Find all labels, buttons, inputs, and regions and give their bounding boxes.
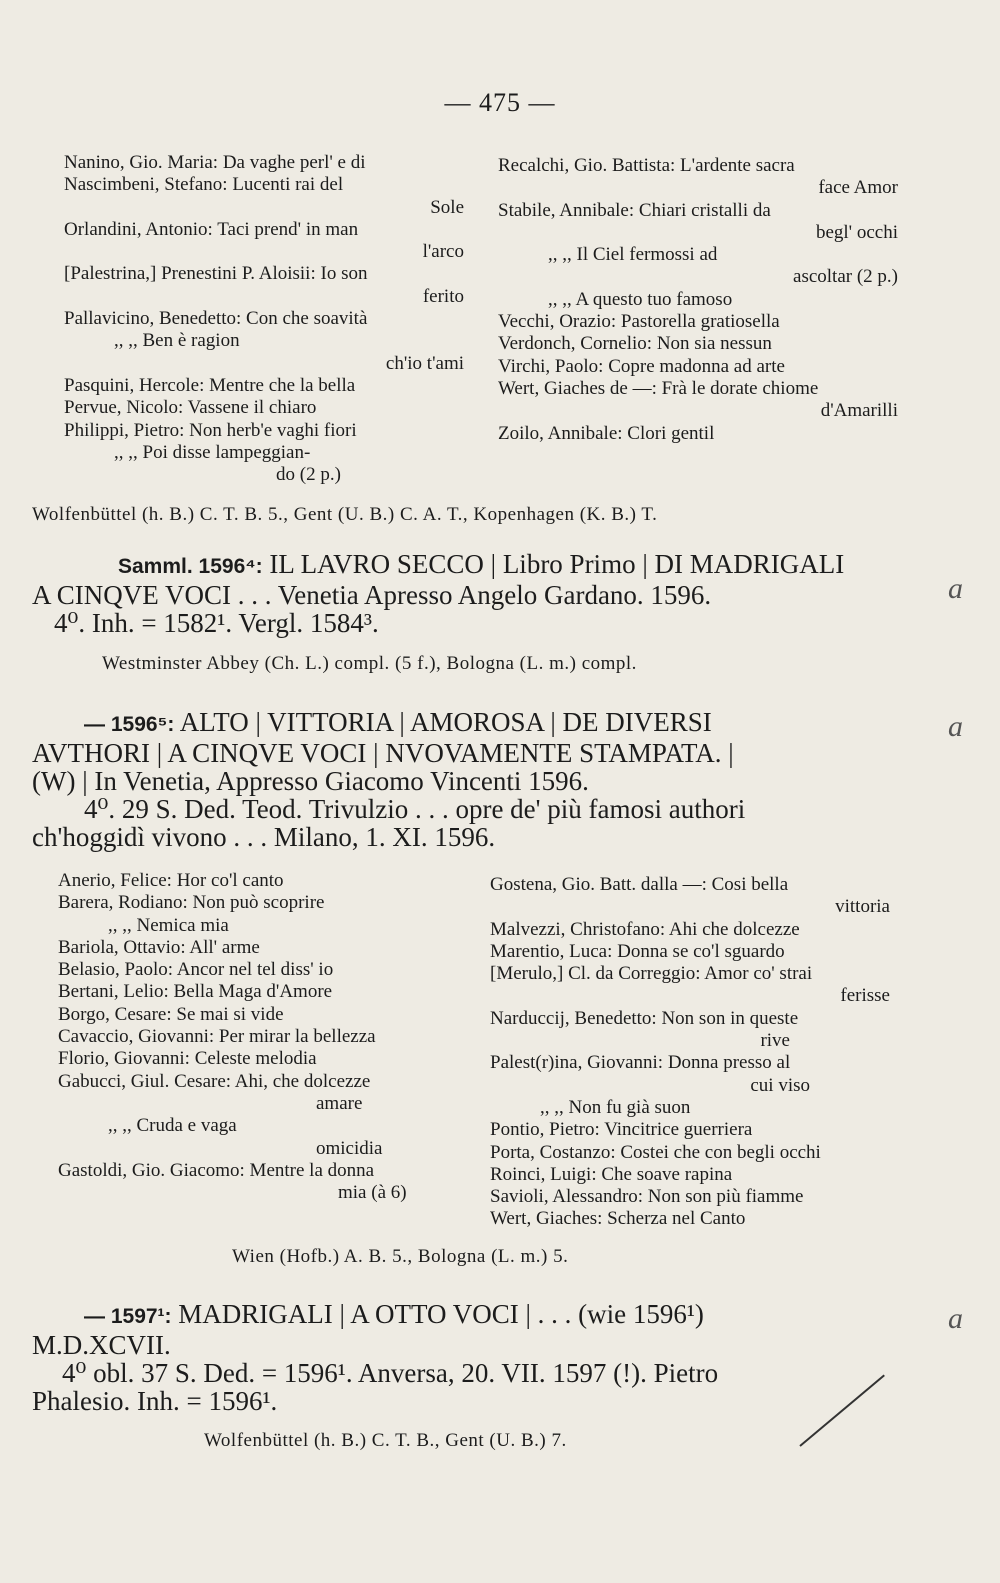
list-item: [Merulo,] Cl. da Correggio: Amor co' strai [490,963,813,985]
list-item: ,, ,, A questo tuo famoso [548,288,733,310]
list-item: ,, ,, Cruda e vaga [108,1115,237,1137]
list-item: ,, ,, Poi disse lampeggian- [114,441,311,463]
list-item: Malvezzi, Christofano: Ahi che dolcezze [490,918,800,940]
list-item: Marentio, Luca: Donna se co'l sguardo [490,940,785,962]
margin-annotation: a [948,710,963,743]
entry-title-line: (W) | In Venetia, Appresso Giacomo Vincenti 1596. [32,766,589,796]
list-item: ascoltar (2 p.) [793,266,898,288]
entry-title-line: MADRIGALI | A OTTO VOCI | . . . (wie 1596¹) [178,1299,704,1329]
list-item: Borgo, Cesare: Se mai si vide [58,1003,284,1025]
list-item: Nanino, Gio. Maria: Da vaghe perl' e di [64,152,366,173]
list-item: face Amor [818,177,898,199]
margin-annotation: a [948,572,963,605]
list-item: d'Amarilli [820,400,898,422]
list-item: Stabile, Annibale: Chiari cristalli da [498,199,771,221]
list-item: cui viso [750,1074,810,1096]
list-item: Savioli, Alessandro: Non son più fiamme [490,1186,804,1208]
entry-details-line: 4⁰ obl. 37 S. Ded. = 1596¹. Anversa, 20. VII. 1597 (!). Pietro [62,1358,719,1388]
list-item: Nascimbeni, Stefano: Lucenti rai del [64,174,344,196]
entry-title-line: M.D.XCVII. [32,1330,171,1360]
list-item: Bariola, Ottavio: All' arme [58,936,260,958]
list-item: rive [760,1030,790,1052]
list-item: begl' occhi [815,221,898,243]
list-item: Narduccij, Benedetto: Non son in queste [490,1007,799,1029]
entry-number: — 1596⁵: [84,713,175,736]
block2-left-column [58,870,458,1204]
entry-details-line: ch'hoggidì vivono . . . Milano, 1. XI. 1596. [32,822,496,852]
list-item: [Palestrina,] Prenestini P. Aloisii: Io son [64,263,368,285]
library-holdings: Wolfenbüttel (h. B.) C. T. B., Gent (U. B.) 7. [204,1430,567,1451]
list-item: Pervue, Nicolo: Vassene il chiaro [64,397,317,419]
list-item: Gostena, Gio. Batt. dalla —: Cosi bella [490,874,789,895]
entry-title-line: IL LAVRO SECCO | Libro Primo | DI MADRIGALI [269,549,845,579]
list-item: vittoria [835,896,890,918]
list-item: do (2 p.) [276,464,341,486]
list-item: Virchi, Paolo: Copre madonna ad arte [498,355,785,377]
list-item: omicidia [316,1137,383,1159]
list-item: ferisse [840,985,890,1007]
list-item: Wert, Giaches de —: Frà le dorate chiome [498,377,819,399]
list-item: Belasio, Paolo: Ancor nel tel diss' io [58,959,334,981]
list-item: l'arco [422,241,464,263]
list-item: Pontio, Pietro: Vincitrice guerriera [490,1119,753,1141]
list-item: Pallavicino, Benedetto: Con che soavità [64,308,368,330]
library-holdings: Wolfenbüttel (h. B.) C. T. B. 5., Gent (U. B.) C. A. T., Kopenhagen (K. B.) T. [32,504,658,525]
library-holdings: Westminster Abbey (Ch. L.) compl. (5 f.), Bologna (L. m.) compl. [102,653,637,674]
list-item: Sole [430,196,464,218]
entry-title-line: AVTHORI | A CINQVE VOCI | NVOVAMENTE STAMPATA. | [32,738,734,768]
page-number: — 475 — [444,88,556,117]
entry-title-line: ALTO | VITTORIA | AMOROSA | DE DIVERSI [179,707,712,737]
entry-number: Samml. 1596⁴: [118,555,263,578]
library-holdings: Wien (Hofb.) A. B. 5., Bologna (L. m.) 5. [232,1246,569,1267]
list-item: Barera, Rodiano: Non può scoprire [58,892,325,914]
bibliography-entry-1597-1 [32,1300,902,1415]
list-item: Roinci, Luigi: Che soave rapina [490,1163,733,1185]
list-item: Vecchi, Orazio: Pastorella gratiosella [498,311,780,333]
list-item: Gabucci, Giul. Cesare: Ahi, che dolcezze [58,1070,371,1092]
entry-details-line: Phalesio. Inh. = 1596¹. [32,1386,278,1416]
bibliography-entry-1596-5 [32,708,902,851]
list-item: Cavaccio, Giovanni: Per mirar la bellezza [58,1026,376,1048]
list-item: Orlandini, Antonio: Taci prend' in man [64,218,359,240]
list-item: ,, ,, Ben è ragion [114,330,240,352]
list-item: Palest(r)ina, Giovanni: Donna presso al [490,1052,791,1074]
entry-details-line: 4⁰. 29 S. Ded. Teod. Trivulzio . . . opre de' più famosi authori [84,794,746,824]
list-item: mia (à 6) [338,1182,407,1204]
list-item: Verdonch, Cornelio: Non sia nessun [498,333,772,355]
list-item: Gastoldi, Gio. Giacomo: Mentre la donna [58,1159,375,1181]
list-item: Bertani, Lelio: Bella Maga d'Amore [58,981,333,1003]
list-item: ferito [422,285,464,307]
list-item: Zoilo, Annibale: Clori gentil [498,422,715,444]
list-item: Anerio, Felice: Hor co'l canto [58,870,284,891]
bibliography-entry-1596-4 [32,550,902,637]
block1-left-column [64,152,464,486]
block1-right-column [498,155,898,445]
list-item: Porta, Costanzo: Costei che con begli occhi [490,1141,821,1163]
list-item: ,, ,, Non fu già suon [540,1096,691,1118]
list-item: ,, ,, Nemica mia [108,914,229,936]
entry-number: — 1597¹: [84,1305,172,1328]
list-item: ,, ,, Il Ciel fermossi ad [548,244,718,266]
margin-annotation: a [948,1302,963,1335]
entry-title-line: A CINQVE VOCI . . . Venetia Apresso Angelo Gardano. 1596. [32,580,712,610]
list-item: ch'io t'ami [385,352,464,374]
list-item: Pasquini, Hercole: Mentre che la bella [64,374,356,396]
list-item: Philippi, Pietro: Non herb'e vaghi fiori [64,419,357,441]
block2-right-column [490,874,890,1231]
list-item: Wert, Giaches: Scherza nel Canto [490,1208,746,1230]
list-item: Recalchi, Gio. Battista: L'ardente sacra [498,155,795,176]
list-item: amare [316,1092,363,1114]
entry-details-line: 4⁰. Inh. = 1582¹. Vergl. 1584³. [54,608,379,638]
list-item: Florio, Giovanni: Celeste melodia [58,1048,317,1070]
